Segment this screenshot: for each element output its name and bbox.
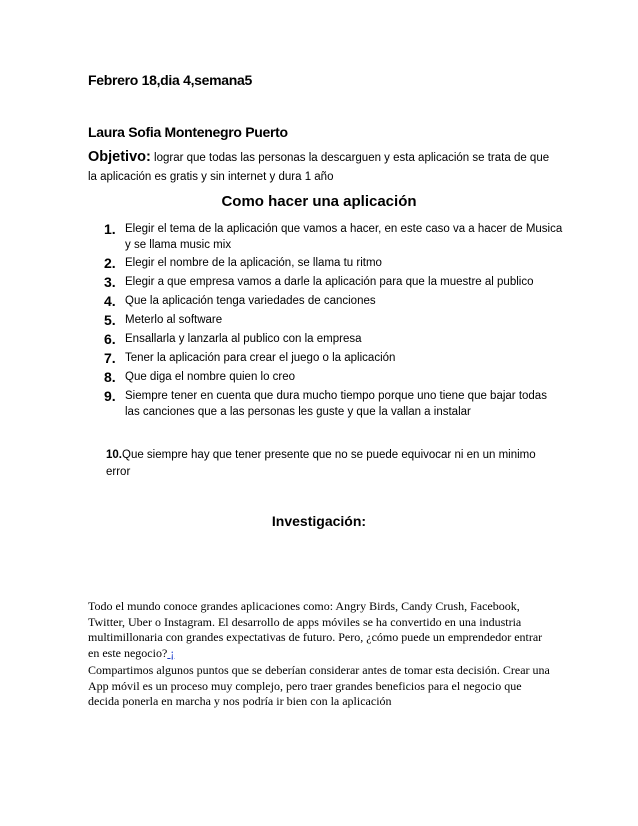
step-number: 9. bbox=[104, 388, 116, 404]
step-item bbox=[104, 388, 564, 420]
step-text: Tener la aplicación para crear el juego o la aplicación bbox=[125, 352, 396, 364]
step-text: Meterlo al software bbox=[125, 314, 223, 326]
step-text: Siempre tener en cuenta que dura mucho tiempo porque uno tiene que bajar todas las canciones que a las personas les guste y que la vallan a instalar bbox=[125, 390, 547, 418]
step-text: Ensallarla y lanzarla al publico con la empresa bbox=[125, 333, 362, 345]
step-item bbox=[104, 293, 564, 310]
step-number: 10. bbox=[106, 449, 122, 461]
step-item bbox=[104, 331, 564, 348]
step-item bbox=[104, 274, 564, 291]
objective-label: Objetivo: bbox=[88, 149, 151, 165]
step-item bbox=[104, 221, 564, 253]
step-number: 2. bbox=[104, 255, 116, 271]
objective-paragraph bbox=[88, 148, 558, 187]
step-item-10 bbox=[106, 447, 551, 481]
step-text: Elegir a que empresa vamos a darle la aplicación para que la muestre al publico bbox=[125, 276, 534, 288]
objective-text: lograr que todas las personas la descarguen y esta aplicación se trata de que la aplicación es gratis y sin internet y dura 1 año bbox=[88, 152, 550, 183]
step-item bbox=[104, 312, 564, 329]
step-number: 8. bbox=[104, 369, 116, 385]
date-line: Febrero 18,dia 4,semana5 bbox=[88, 72, 252, 88]
paragraph-text: Todo el mundo conoce grandes aplicaciones como: Angry Birds, Candy Crush, Facebook, Twitter, Uber o Instagram. El desarrollo de apps móviles se ha convertido en una industria multimillonaria con grandes expectativas de futuro. Pero, ¿cómo puede un emprendedor entrar en este negocio? bbox=[88, 599, 543, 660]
step-item bbox=[104, 350, 564, 367]
steps-list bbox=[104, 221, 564, 422]
step-number: 5. bbox=[104, 312, 116, 328]
section-heading-research: Investigación: bbox=[271, 513, 367, 529]
step-text: Elegir el nombre de la aplicación, se llama tu ritmo bbox=[125, 257, 382, 269]
step-number: 3. bbox=[104, 274, 116, 290]
section-heading-how: Como hacer una aplicación bbox=[221, 193, 417, 210]
step-item bbox=[104, 369, 564, 386]
step-item bbox=[104, 255, 564, 272]
step-number: 6. bbox=[104, 331, 116, 347]
step-number: 7. bbox=[104, 350, 116, 366]
step-text: Que diga el nombre quien lo creo bbox=[125, 371, 296, 383]
research-paragraph-2: Compartimos algunos puntos que se deberían considerar antes de tomar esta decisión. Crear una App móvil es un proceso muy complejo, pero traer grandes beneficios para el negocio que decida ponerla en marcha y nos podría ir bien con la aplicación bbox=[88, 663, 550, 708]
step-number: 1. bbox=[104, 221, 116, 237]
research-paragraph-1 bbox=[88, 599, 552, 661]
inline-link[interactable]: ¡ bbox=[167, 645, 175, 660]
step-text: Que la aplicación tenga variedades de canciones bbox=[125, 295, 376, 307]
step-text: Que siempre hay que tener presente que no se puede equivocar ni en un minimo error bbox=[106, 449, 536, 478]
author-name: Laura Sofia Montenegro Puerto bbox=[88, 124, 288, 140]
step-text: Elegir el tema de la aplicación que vamos a hacer, en este caso va a hacer de Musica y se llama music mix bbox=[125, 223, 563, 251]
step-number: 4. bbox=[104, 293, 116, 309]
